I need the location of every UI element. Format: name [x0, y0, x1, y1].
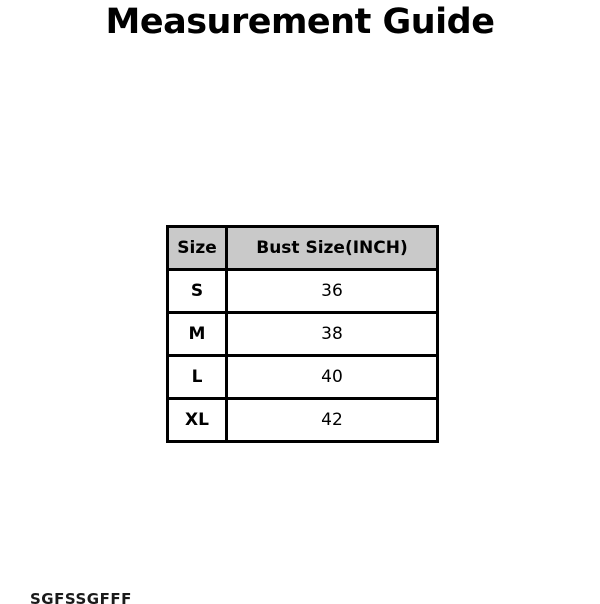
- page-title: Measurement Guide: [105, 2, 495, 42]
- table-body: [168, 270, 438, 442]
- size-chart-table: [166, 225, 439, 443]
- cell-size: S: [168, 270, 227, 313]
- cell-size: M: [168, 313, 227, 356]
- table-row: [168, 270, 438, 313]
- table-header: [168, 227, 438, 270]
- table-row: [168, 356, 438, 399]
- cell-bust: 42: [227, 399, 438, 442]
- cell-bust: 38: [227, 313, 438, 356]
- cell-bust: 36: [227, 270, 438, 313]
- size-chart-container: [166, 225, 439, 443]
- footer-text: SGFSSGFFF: [30, 590, 132, 604]
- table-row: [168, 313, 438, 356]
- table-row: [168, 399, 438, 442]
- cell-size: L: [168, 356, 227, 399]
- cell-bust: 40: [227, 356, 438, 399]
- column-header-size: Size: [168, 227, 227, 270]
- table-header-row: [168, 227, 438, 270]
- cell-size: XL: [168, 399, 227, 442]
- column-header-bust-size: Bust Size(INCH): [227, 227, 438, 270]
